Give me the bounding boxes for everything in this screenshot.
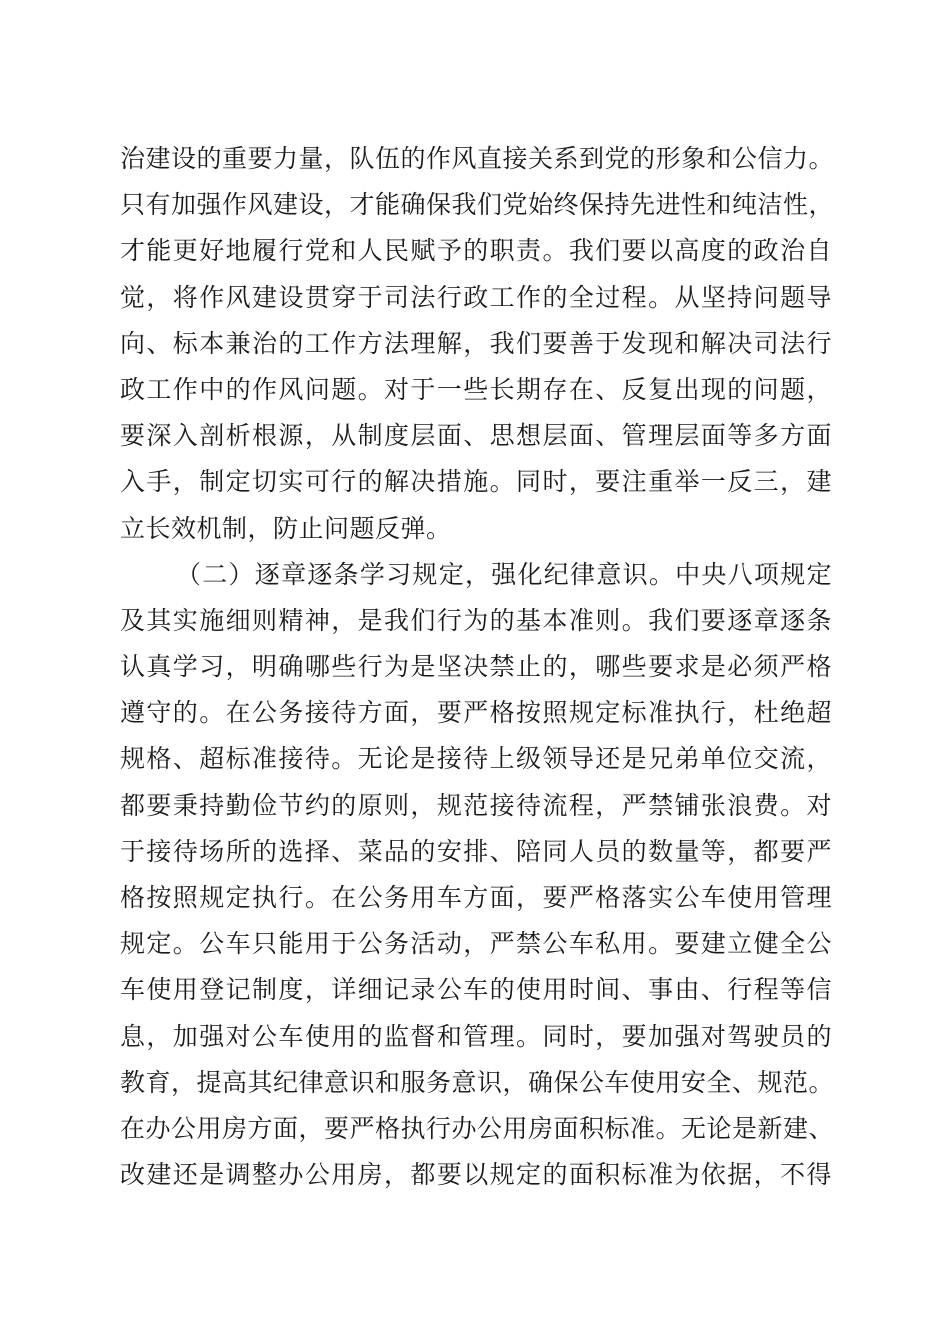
text-line: 觉，将作风建设贯穿于司法行政工作的全过程。从坚持问题导 xyxy=(120,282,832,312)
paragraph-1 xyxy=(120,136,835,552)
text-line: 只有加强作风建设，才能确保我们党始终保持先进性和纯洁性， xyxy=(120,190,835,220)
text-line: 息，加强对公车使用的监督和管理。同时，要加强对驾驶员的 xyxy=(120,1021,832,1051)
text-line: 认真学习，明确哪些行为是坚决禁止的，哪些要求是必须严格 xyxy=(120,652,832,682)
text-line: 车使用登记制度，详细记录公车的使用时间、事由、行程等信 xyxy=(120,975,832,1005)
paragraph-2 xyxy=(120,552,835,1199)
text-line: 才能更好地履行党和人民赋予的职责。我们要以高度的政治自 xyxy=(120,236,832,266)
text-line: 向、标本兼治的工作方法理解，我们要善于发现和解决司法行 xyxy=(120,328,832,358)
text-line: 政工作中的作风问题。对于一些长期存在、反复出现的问题， xyxy=(120,374,832,404)
text-line: 都要秉持勤俭节约的原则，规范接待流程，严禁铺张浪费。对 xyxy=(120,790,832,820)
text-line: 治建设的重要力量，队伍的作风直接关系到党的形象和公信力。 xyxy=(120,144,835,173)
document-body xyxy=(120,136,835,1198)
text-line: 改建还是调整办公用房，都要以规定的面积标准为依据，不得 xyxy=(120,1160,832,1190)
text-line: 立长效机制，防止问题反弹。 xyxy=(120,513,452,543)
text-line: 于接待场所的选择、菜品的安排、陪同人员的数量等，都要严 xyxy=(120,836,832,866)
text-line: 规格、超标准接待。无论是接待上级领导还是兄弟单位交流， xyxy=(120,744,832,774)
text-line: 规定。公车只能用于公务活动，严禁公车私用。要建立健全公 xyxy=(120,929,832,959)
section-heading: （二）逐章逐条学习规定，强化纪律意识。 xyxy=(176,559,676,589)
text-line: 教育，提高其纪律意识和服务意识，确保公车使用安全、规范。 xyxy=(120,1067,835,1097)
text-line: 遵守的。在公务接待方面，要严格按照规定标准执行，杜绝超 xyxy=(120,698,832,728)
text-line: 入手，制定切实可行的解决措施。同时，要注重举一反三，建 xyxy=(120,467,832,497)
text-line: 要深入剖析根源，从制度层面、思想层面、管理层面等多方面 xyxy=(120,421,832,451)
text-line: 在办公用房方面，要严格执行办公用房面积标准。无论是新建、 xyxy=(120,1113,835,1143)
text-line: 格按照规定执行。在公务用车方面，要严格落实公车使用管理 xyxy=(120,883,832,912)
text-line: 及其实施细则精神，是我们行为的基本准则。我们要逐章逐条 xyxy=(120,605,832,635)
section-first-line xyxy=(120,552,832,598)
section-first-line-text: 中央八项规定 xyxy=(675,559,832,589)
